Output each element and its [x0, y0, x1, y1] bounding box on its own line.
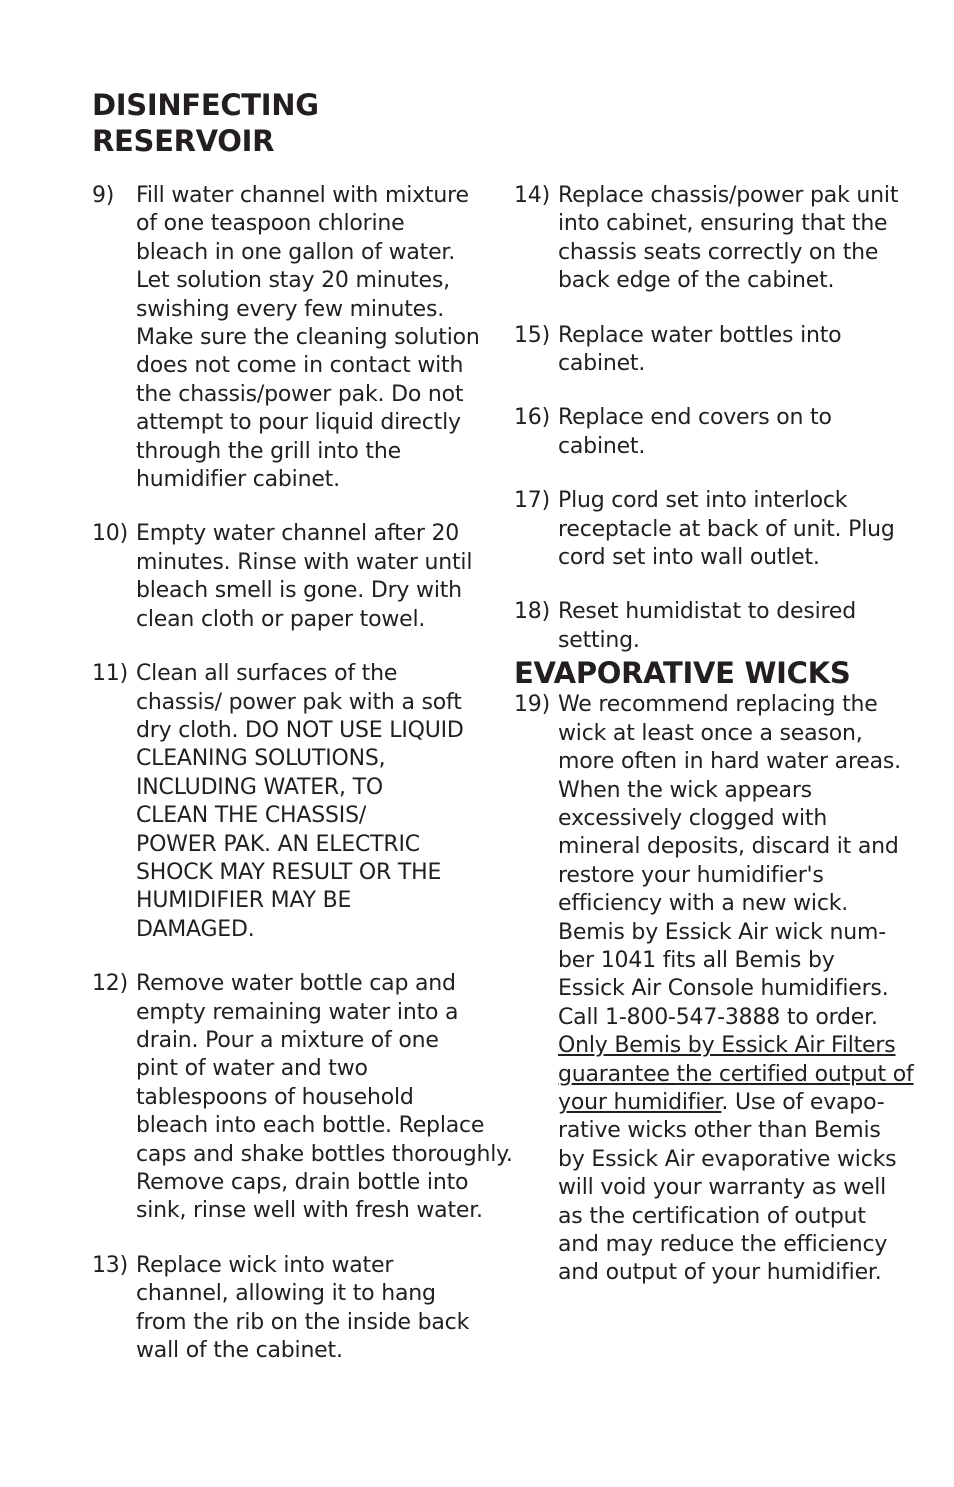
step-line: minutes. Rinse with water until	[136, 549, 473, 575]
step-line: cabinet.	[558, 433, 646, 459]
step-line: Empty water channel after 20	[136, 521, 460, 547]
step-line: Let solution stay 20 minutes,	[136, 268, 450, 294]
section-title-disinfecting-reservoir	[92, 87, 472, 159]
step-text	[558, 487, 914, 572]
step-line: Replace chassis/power pak unit	[558, 183, 899, 208]
step-line: will void your warranty as well	[558, 1175, 887, 1201]
step-line: Essick Air Console humidifiers.	[558, 976, 889, 1002]
step-line: Remove water bottle cap and	[136, 971, 456, 997]
right-column	[514, 182, 914, 1288]
step-line: Bemis by Essick Air wick num-	[558, 919, 886, 945]
step-line: caps and shake bottles thoroughly.	[136, 1141, 513, 1167]
step-line: Call 1-800-547-3888 to order.	[558, 1004, 878, 1030]
step-19	[514, 691, 914, 1288]
step-item	[514, 487, 914, 572]
step-number: 14)	[514, 183, 550, 208]
step-line: and may reduce the efficiency	[558, 1232, 888, 1257]
step-text	[558, 322, 914, 379]
step-gap	[514, 461, 914, 487]
step-item	[92, 970, 513, 1226]
step-line: Reset humidistat to desired	[558, 599, 856, 625]
step-line: DAMAGED.	[136, 916, 255, 942]
step-gap	[92, 634, 492, 660]
step-line: rative wicks other than Bemis	[558, 1118, 881, 1144]
step-line: bleach into each bottle. Replace	[136, 1113, 485, 1139]
step-line: HUMIDIFIER MAY BE	[136, 888, 352, 914]
step-line: excessively clogged with	[558, 805, 828, 831]
step-line: by Essick Air evaporative wicks	[558, 1146, 897, 1172]
step-line: back edge of the cabinet.	[558, 268, 835, 294]
step-line: INCLUDING WATER, TO	[136, 774, 383, 800]
step-line: wick at least once a season,	[558, 720, 863, 746]
step-item	[92, 660, 492, 944]
step-text	[558, 691, 914, 1288]
step-line: efficiency with a new wick.	[558, 891, 849, 917]
step-line: CLEAN THE CHASSIS/	[136, 803, 367, 829]
step-line: bleach smell is gone. Dry with	[136, 578, 462, 604]
step-number: 9)	[92, 183, 115, 208]
step-number: 10)	[92, 521, 128, 547]
step-line: pint of water and two	[136, 1056, 368, 1082]
step-line: cord set into wall outlet.	[558, 545, 820, 571]
step-19-outro	[558, 1117, 914, 1287]
step-line: We recommend replacing the	[558, 692, 878, 718]
step-line: chassis seats correctly on the	[558, 239, 879, 265]
step-line: swishing every few minutes.	[136, 296, 445, 322]
underlined-line-3: your humidifier	[558, 1089, 722, 1115]
step-line: Clean all surfaces of the	[136, 661, 398, 687]
step-item	[514, 598, 914, 655]
step-item	[92, 182, 492, 494]
step-line: chassis/ power pak with a soft	[136, 689, 462, 715]
step-line: Remove caps, drain bottle into	[136, 1170, 469, 1195]
step-line: from the rib on the inside back	[136, 1309, 470, 1335]
step-item	[514, 182, 914, 296]
step-line: the chassis/power pak. Do not	[136, 381, 464, 407]
step-line: sink, rinse well with fresh water.	[136, 1198, 483, 1224]
step-text	[136, 1252, 492, 1366]
step-gap	[514, 296, 914, 322]
line-continuation: . Use of evapo-	[721, 1089, 885, 1115]
step-text	[136, 520, 492, 634]
step-text	[558, 404, 914, 461]
underlined-line-1: Only Bemis by Essick Air Filters	[558, 1033, 896, 1059]
step-text	[558, 182, 914, 296]
step-line: When the wick appears	[558, 777, 812, 803]
step-line: humidifier cabinet.	[136, 467, 340, 493]
step-line: SHOCK MAY RESULT OR THE	[136, 859, 442, 885]
step-line: tablespoons of household	[136, 1084, 414, 1110]
step-line: CLEANING SOLUTIONS,	[136, 746, 386, 772]
step-item	[514, 404, 914, 461]
step-gap	[514, 572, 914, 598]
step-text	[558, 598, 914, 655]
step-line: drain. Pour a mixture of one	[136, 1027, 439, 1053]
step-line: restore your humidifier's	[558, 862, 824, 888]
title-line-1: DISINFECTING	[92, 88, 319, 122]
step-number: 11)	[92, 661, 128, 687]
step-line: Replace water bottles into	[558, 322, 842, 348]
section-title-evaporative-wicks: EVAPORATIVE WICKS	[514, 656, 851, 691]
step-line: clean cloth or paper towel.	[136, 606, 426, 632]
step-gap	[514, 378, 914, 404]
step-number: 16)	[514, 405, 550, 431]
step-line: empty remaining water into a	[136, 999, 459, 1025]
left-column	[92, 182, 513, 1365]
step-line: Replace wick into water	[136, 1252, 394, 1278]
step-line: Plug cord set into interlock	[558, 488, 848, 514]
step-number: 18)	[514, 599, 550, 625]
step-item	[92, 520, 492, 634]
step-line: into cabinet, ensuring that the	[558, 211, 888, 237]
step-number: 13)	[92, 1252, 128, 1278]
step-line: of one teaspoon chlorine	[136, 211, 405, 237]
step-text	[136, 660, 492, 944]
step-line: POWER PAK. AN ELECTRIC	[136, 831, 420, 857]
step-gap	[92, 494, 492, 520]
mixed-line	[558, 1089, 914, 1117]
step-line: Fill water channel with mixture	[136, 183, 469, 208]
step-line: attempt to pour liquid directly	[136, 410, 461, 436]
step-number: 12)	[92, 971, 128, 997]
step-line: receptacle at back of unit. Plug	[558, 516, 895, 542]
right-steps-list	[514, 182, 914, 655]
step-line: Replace end covers on to	[558, 405, 832, 431]
step-text	[136, 970, 513, 1226]
step-line: as the certification of output	[558, 1203, 866, 1229]
step-gap	[92, 944, 492, 970]
title-line-2: RESERVOIR	[92, 124, 275, 158]
step-line: dry cloth. DO NOT USE LIQUID	[136, 717, 464, 743]
step-line: more often in hard water areas.	[558, 749, 901, 775]
step-gap	[92, 1226, 492, 1252]
underlined-line-2: guarantee the certified output of	[558, 1061, 914, 1087]
step-19-intro	[558, 691, 914, 1032]
step-line: ber 1041 fits all Bemis by	[558, 947, 835, 973]
step-line: cabinet.	[558, 351, 646, 377]
step-line: mineral deposits, discard it and	[558, 834, 899, 860]
step-text	[136, 182, 492, 494]
step-line: channel, allowing it to hang	[136, 1281, 436, 1307]
step-line: Make sure the cleaning solution	[136, 325, 480, 351]
step-number: 19)	[514, 692, 550, 718]
step-line: and output of your humidifier.	[558, 1260, 882, 1286]
step-line: setting.	[558, 627, 640, 653]
step-line: wall of the cabinet.	[136, 1338, 343, 1364]
step-line: through the grill into the	[136, 438, 401, 464]
step-number: 17)	[514, 488, 550, 514]
step-line: does not come in contact with	[136, 353, 464, 379]
step-item	[92, 1252, 492, 1366]
step-number: 15)	[514, 322, 550, 348]
step-line: bleach in one gallon of water.	[136, 239, 456, 265]
step-item	[514, 322, 914, 379]
